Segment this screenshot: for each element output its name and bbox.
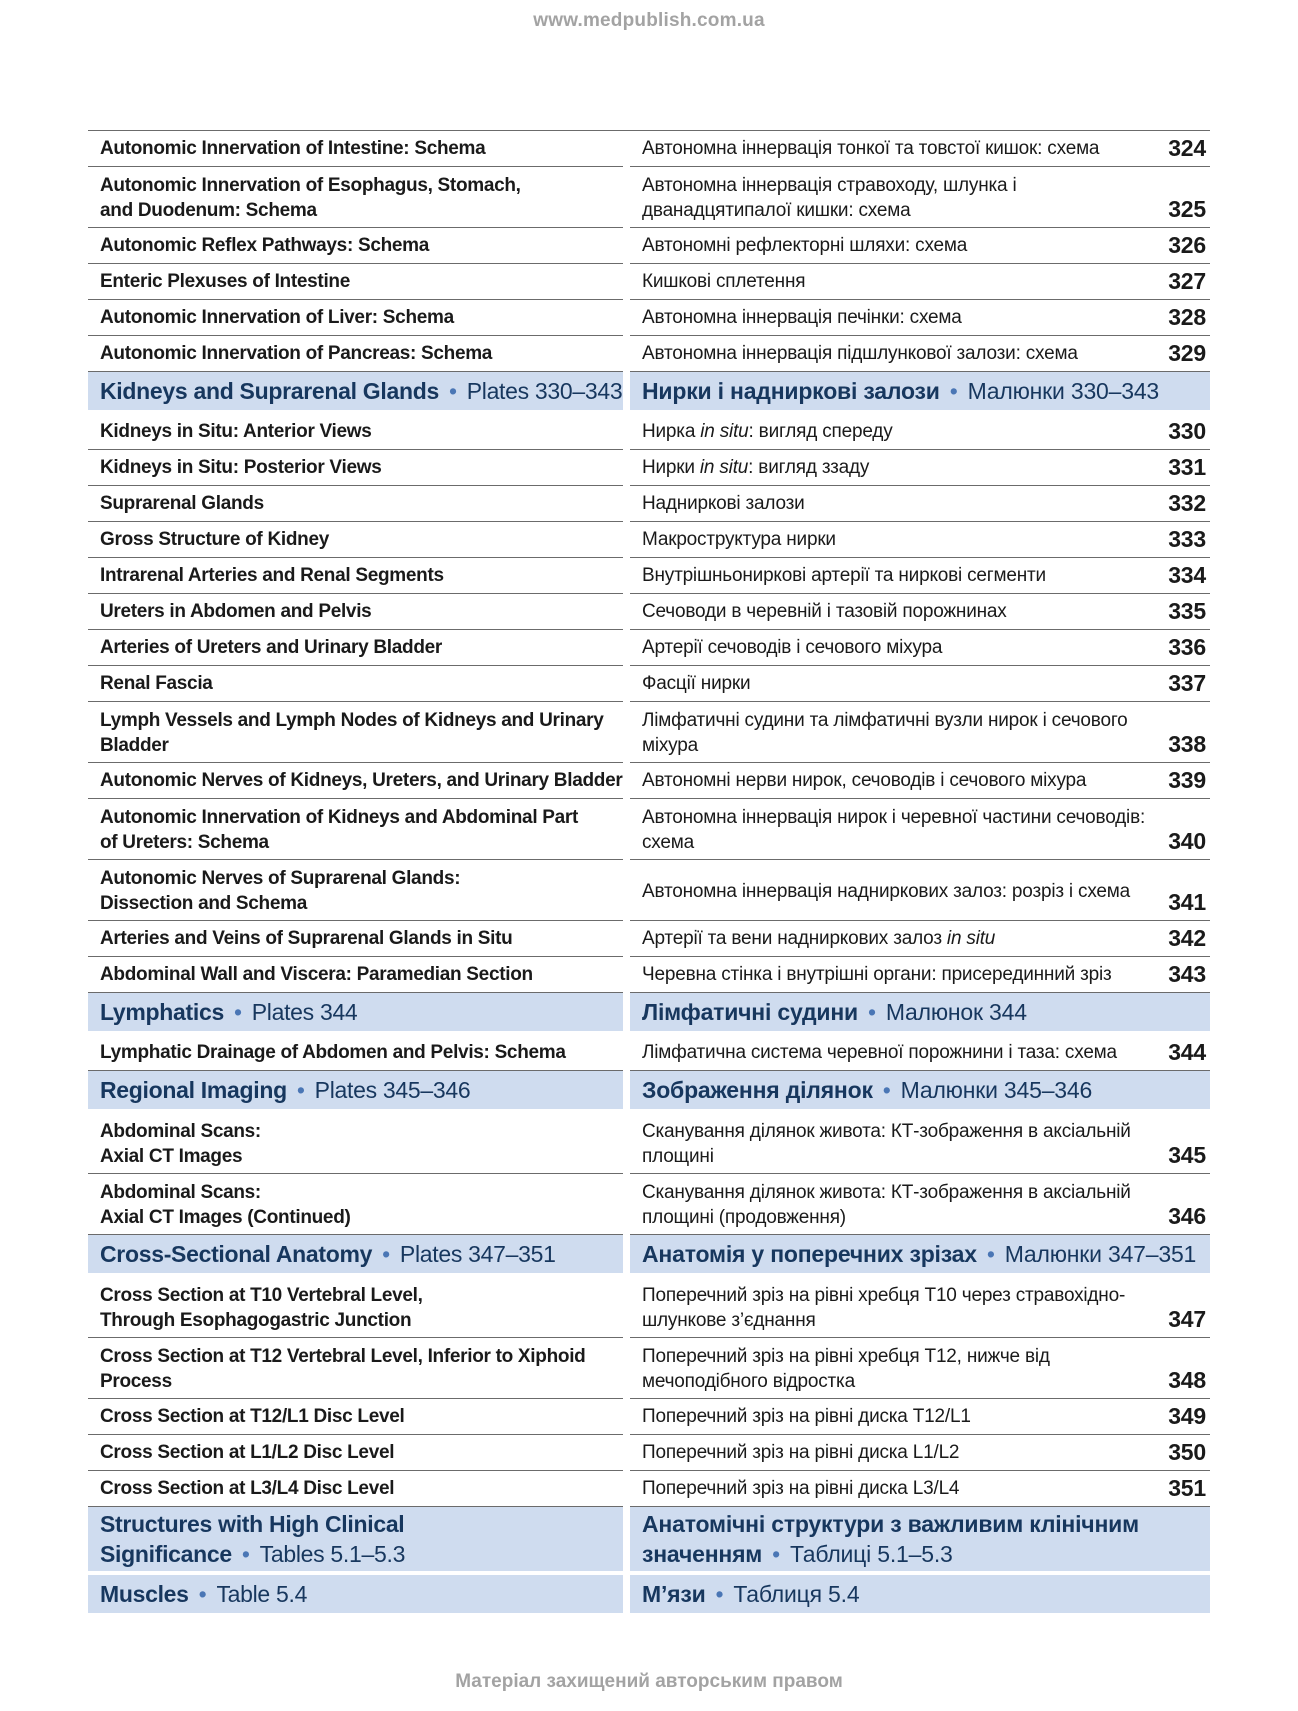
entry-title-uk: Лімфатичні судини та лімфатичні вузли нирок і сечового міхура (642, 710, 1128, 756)
section-heading-uk (642, 997, 1027, 1027)
entry-title-uk: Сканування ділянок живота: КТ-зображення в аксіальній площині (642, 1121, 1131, 1167)
toc-entry[interactable] (88, 763, 1210, 799)
section-header[interactable] (88, 372, 1210, 414)
toc-entry[interactable] (88, 167, 1210, 228)
toc-entry[interactable] (88, 264, 1210, 300)
entry-title-en: Suprarenal Glands (88, 486, 623, 522)
toc-entry[interactable] (88, 921, 1210, 957)
entry-title-uk: Поперечний зріз на рівні диска L3/L4 (642, 1478, 960, 1499)
entry-title-en: Cross Section at T10 Vertebral Level, Through Esophagogastric Junction (88, 1277, 623, 1338)
entry-title-uk: Артерії та вени надниркових залоз in situ (642, 928, 996, 949)
column-gap (623, 957, 630, 993)
column-gap (623, 1113, 630, 1174)
column-gap (623, 372, 630, 414)
entry-title-en: Cross Section at L1/L2 Disc Level (88, 1435, 623, 1471)
entry-title-en: Abdominal Scans: Axial CT Images (Continued) (88, 1174, 623, 1235)
column-gap (623, 414, 630, 450)
entry-cell-uk (630, 1338, 1210, 1399)
column-gap (623, 702, 630, 763)
entry-cell-uk (630, 666, 1210, 702)
section-cell-uk (630, 1071, 1210, 1113)
toc-entry[interactable] (88, 630, 1210, 666)
section-heading-uk (642, 1075, 1092, 1105)
column-gap (623, 921, 630, 957)
entry-title-uk: Нирки in situ: вигляд ззаду (642, 457, 870, 478)
section-title-uk: Зображення ділянок (642, 1077, 873, 1103)
entry-cell-uk (630, 763, 1210, 799)
plate-number: 344 (1168, 1039, 1206, 1065)
section-cell-uk (630, 993, 1210, 1035)
entry-cell-uk (630, 860, 1210, 921)
plate-number: 329 (1168, 340, 1206, 366)
section-cell-uk (630, 1507, 1210, 1575)
plate-number: 330 (1168, 418, 1206, 444)
entry-title-uk: Автономна іннервація стравоходу, шлунка і дванадцятипалої кишки: схема (642, 175, 1017, 221)
plate-number: 342 (1168, 925, 1206, 951)
column-gap (623, 594, 630, 630)
bullet-icon: • (772, 1541, 780, 1567)
entry-cell-uk (630, 1435, 1210, 1471)
entry-title-uk: Фасції нирки (642, 673, 751, 694)
plate-number: 339 (1168, 767, 1206, 793)
toc-entry[interactable] (88, 131, 1210, 167)
column-gap (623, 1575, 630, 1617)
entry-cell-uk (630, 921, 1210, 957)
toc-entry[interactable] (88, 522, 1210, 558)
entry-title-uk: Поперечний зріз на рівні диска T12/L1 (642, 1406, 971, 1427)
section-title-uk: М’язи (642, 1581, 706, 1607)
entry-title-uk: Автономна іннервація надниркових залоз: розріз і схема (642, 880, 1131, 902)
entry-title-uk: Поперечний зріз на рівні хребця Т10 через стравохідно-шлункове з’єднання (642, 1285, 1126, 1331)
column-gap (623, 860, 630, 921)
entry-title-en: Arteries of Ureters and Urinary Bladder (88, 630, 623, 666)
section-plates-uk: Малюнки 345–346 (900, 1077, 1093, 1103)
section-title-en: Structures with High Clinical Significance (100, 1511, 405, 1567)
entry-cell-uk (630, 264, 1210, 300)
section-plates-en: Plates 345–346 (314, 1077, 471, 1103)
entry-cell-uk (630, 799, 1210, 860)
entry-title-en: Lymphatic Drainage of Abdomen and Pelvis: Schema (88, 1035, 623, 1071)
entry-title-uk: Черевна стінка і внутрішні органи: присерединний зріз (642, 964, 1112, 985)
plate-number: 324 (1168, 135, 1206, 161)
column-gap (623, 1399, 630, 1435)
entry-title-en: Autonomic Innervation of Intestine: Schema (88, 131, 623, 167)
entry-title-en: Renal Fascia (88, 666, 623, 702)
entry-title-en: Enteric Plexuses of Intestine (88, 264, 623, 300)
section-header[interactable] (88, 993, 1210, 1035)
toc-entry[interactable] (88, 860, 1210, 921)
entry-title-uk: Автономні нерви нирок, сечоводів і сечового міхура (642, 770, 1087, 791)
column-gap (623, 1071, 630, 1113)
entry-title-uk: Автономна іннервація підшлункової залози: схема (642, 343, 1078, 364)
toc-entry[interactable] (88, 1113, 1210, 1174)
entry-title-uk: Кишкові сплетення (642, 271, 806, 292)
toc-entry[interactable] (88, 1435, 1210, 1471)
plate-number: 337 (1168, 670, 1206, 696)
section-plates-uk: Малюнки 330–343 (967, 378, 1160, 404)
entry-cell-uk (630, 300, 1210, 336)
entry-cell-uk (630, 486, 1210, 522)
section-heading-en (100, 1579, 307, 1609)
section-title-uk: Нирки і надниркові залози (642, 378, 940, 404)
entry-title-en: Autonomic Innervation of Kidneys and Abdominal Part of Ureters: Schema (88, 799, 623, 860)
section-plates-en: Plates 347–351 (399, 1241, 556, 1267)
column-gap (623, 1174, 630, 1235)
plate-number: 331 (1168, 454, 1206, 480)
plate-number: 340 (1168, 828, 1206, 854)
plate-number: 347 (1168, 1306, 1206, 1332)
toc-entry[interactable] (88, 799, 1210, 860)
bullet-icon: • (296, 1077, 305, 1103)
entry-title-uk: Автономні рефлекторні шляхи: схема (642, 235, 968, 256)
section-header[interactable] (88, 1575, 1210, 1617)
entry-cell-uk (630, 414, 1210, 450)
section-plates-en: Plates 330–343 (466, 378, 623, 404)
toc-entry[interactable] (88, 594, 1210, 630)
section-header[interactable] (88, 1507, 1210, 1575)
section-cell-uk (630, 1575, 1210, 1617)
entry-title-en: Cross Section at L3/L4 Disc Level (88, 1471, 623, 1507)
entry-title-uk: Надниркові залози (642, 493, 805, 514)
section-plates-en: Table 5.4 (216, 1581, 308, 1607)
section-plates-uk: Таблиці 5.1–5.3 (789, 1541, 953, 1567)
toc-entry[interactable] (88, 702, 1210, 763)
entry-title-uk: Автономна іннервація печінки: схема (642, 307, 962, 328)
entry-cell-uk (630, 1174, 1210, 1235)
column-gap (623, 1435, 630, 1471)
column-gap (623, 1338, 630, 1399)
plate-number: 334 (1168, 562, 1206, 588)
plate-number: 341 (1168, 889, 1206, 915)
toc-entry[interactable] (88, 414, 1210, 450)
column-gap (623, 558, 630, 594)
entry-cell-uk (630, 1399, 1210, 1435)
column-gap (623, 763, 630, 799)
bullet-icon: • (986, 1241, 995, 1267)
entry-title-en: Autonomic Innervation of Esophagus, Stomach, and Duodenum: Schema (88, 167, 623, 228)
entry-title-uk: Сканування ділянок живота: КТ-зображення в аксіальній площині (продовження) (642, 1182, 1131, 1228)
entry-title-uk: Лімфатична система черевної порожнини і таза: схема (642, 1042, 1117, 1063)
entry-title-uk: Сечоводи в черевній і тазовій порожнинах (642, 601, 1007, 622)
entry-title-uk: Нирка in situ: вигляд спереду (642, 421, 893, 442)
entry-title-en: Cross Section at T12 Vertebral Level, Inferior to Xiphoid Process (88, 1338, 623, 1399)
column-gap (623, 1507, 630, 1575)
bullet-icon: • (882, 1077, 891, 1103)
table-of-contents (88, 130, 1210, 1617)
section-heading-uk (642, 1579, 859, 1609)
section-heading-en (100, 1075, 470, 1105)
bullet-icon: • (867, 999, 876, 1025)
entry-title-en: Lymph Vessels and Lymph Nodes of Kidneys and Urinary Bladder (88, 702, 623, 763)
section-plates-uk: Малюнок 344 (885, 999, 1027, 1025)
column-gap (623, 993, 630, 1035)
entry-title-uk: Автономна іннервація нирок і черевної частини сечоводів: схема (642, 807, 1146, 853)
plate-number: 350 (1168, 1439, 1206, 1465)
entry-title-en: Gross Structure of Kidney (88, 522, 623, 558)
column-gap (623, 666, 630, 702)
plate-number: 326 (1168, 232, 1206, 258)
entry-title-en: Abdominal Wall and Viscera: Paramedian Section (88, 957, 623, 993)
entry-cell-uk (630, 702, 1210, 763)
entry-title-uk: Артерії сечоводів і сечового міхура (642, 637, 943, 658)
column-gap (623, 167, 630, 228)
section-plates-uk: Малюнки 347–351 (1004, 1241, 1197, 1267)
column-gap (623, 630, 630, 666)
column-gap (623, 1035, 630, 1071)
section-cell-en (88, 1071, 623, 1113)
bullet-icon: • (949, 378, 958, 404)
toc-entry[interactable] (88, 1277, 1210, 1338)
entry-cell-uk (630, 522, 1210, 558)
section-title-en: Lymphatics (100, 999, 224, 1025)
section-cell-uk (630, 372, 1210, 414)
section-heading-en (100, 376, 622, 406)
toc-entry[interactable] (88, 666, 1210, 702)
toc-entry[interactable] (88, 1471, 1210, 1507)
entry-title-en: Arteries and Veins of Suprarenal Glands in Situ (88, 921, 623, 957)
section-heading-en (100, 1509, 623, 1569)
section-header[interactable] (88, 1071, 1210, 1113)
section-cell-en (88, 1235, 623, 1277)
entry-title-en: Autonomic Innervation of Liver: Schema (88, 300, 623, 336)
section-title-en: Kidneys and Suprarenal Glands (100, 378, 439, 404)
section-heading-en (100, 997, 357, 1027)
toc-entry[interactable] (88, 1338, 1210, 1399)
entry-title-uk: Внутрішньониркові артерії та ниркові сегменти (642, 565, 1046, 586)
section-title-uk: Лімфатичні судини (642, 999, 858, 1025)
toc-entry[interactable] (88, 450, 1210, 486)
entry-title-en: Intrarenal Arteries and Renal Segments (88, 558, 623, 594)
column-gap (623, 799, 630, 860)
section-plates-en: Plates 344 (251, 999, 358, 1025)
toc-entry[interactable] (88, 336, 1210, 372)
toc-entry[interactable] (88, 486, 1210, 522)
section-heading-en (100, 1239, 556, 1269)
section-title-en: Cross-Sectional Anatomy (100, 1241, 373, 1267)
entry-title-en: Autonomic Nerves of Kidneys, Ureters, and Urinary Bladder (88, 763, 623, 799)
bullet-icon: • (448, 378, 457, 404)
column-gap (623, 450, 630, 486)
toc-entry[interactable] (88, 1035, 1210, 1071)
toc-entry[interactable] (88, 957, 1210, 993)
entry-cell-uk (630, 594, 1210, 630)
column-gap (623, 336, 630, 372)
section-title-uk: Анатомія у поперечних зрізах (642, 1241, 977, 1267)
bullet-icon: • (241, 1541, 250, 1567)
column-gap (623, 131, 630, 167)
plate-number: 343 (1168, 961, 1206, 987)
section-title-uk: Анатомічні структури з важливим клінічним значенням (642, 1511, 1139, 1567)
entry-title-en: Autonomic Reflex Pathways: Schema (88, 228, 623, 264)
section-title-en: Regional Imaging (100, 1077, 287, 1103)
entry-title-en: Ureters in Abdomen and Pelvis (88, 594, 623, 630)
entry-title-en: Cross Section at T12/L1 Disc Level (88, 1399, 623, 1435)
toc-entry[interactable] (88, 558, 1210, 594)
entry-cell-uk (630, 1113, 1210, 1174)
plate-number: 335 (1168, 598, 1206, 624)
toc-entry[interactable] (88, 228, 1210, 264)
entry-title-en: Autonomic Nerves of Suprarenal Glands: Dissection and Schema (88, 860, 623, 921)
column-gap (623, 486, 630, 522)
section-heading-uk (642, 1239, 1196, 1269)
entry-title-uk: Поперечний зріз на рівні хребця Т12, нижче від мечоподібного відростка (642, 1346, 1050, 1392)
entry-cell-uk (630, 167, 1210, 228)
section-cell-uk (630, 1235, 1210, 1277)
plate-number: 325 (1168, 196, 1206, 222)
section-heading-uk (642, 1509, 1206, 1569)
plate-number: 333 (1168, 526, 1206, 552)
section-cell-en (88, 372, 623, 414)
plate-number: 328 (1168, 304, 1206, 330)
section-plates-uk: Таблиця 5.4 (733, 1581, 860, 1607)
source-url: www.medpublish.com.ua (533, 10, 765, 31)
section-cell-en (88, 1507, 623, 1575)
entry-title-en: Abdominal Scans: Axial CT Images (88, 1113, 623, 1174)
section-cell-en (88, 1575, 623, 1617)
entry-cell-uk (630, 131, 1210, 167)
entry-cell-uk (630, 336, 1210, 372)
plate-number: 348 (1168, 1367, 1206, 1393)
toc-entry[interactable] (88, 1174, 1210, 1235)
section-header[interactable] (88, 1235, 1210, 1277)
entry-title-en: Autonomic Innervation of Pancreas: Schema (88, 336, 623, 372)
entry-cell-uk (630, 630, 1210, 666)
plate-number: 332 (1168, 490, 1206, 516)
column-gap (623, 1471, 630, 1507)
section-plates-en: Tables 5.1–5.3 (259, 1541, 406, 1567)
plate-number: 345 (1168, 1142, 1206, 1168)
entry-cell-uk (630, 1277, 1210, 1338)
bullet-icon: • (233, 999, 242, 1025)
copyright-notice: Матеріал захищений авторським правом (455, 1671, 843, 1692)
column-gap (623, 1277, 630, 1338)
entry-title-uk: Поперечний зріз на рівні диска L1/L2 (642, 1442, 960, 1463)
section-cell-en (88, 993, 623, 1035)
bullet-icon: • (382, 1241, 390, 1267)
entry-title-en: Kidneys in Situ: Anterior Views (88, 414, 623, 450)
entry-cell-uk (630, 558, 1210, 594)
entry-cell-uk (630, 450, 1210, 486)
column-gap (623, 522, 630, 558)
bullet-icon: • (715, 1581, 724, 1607)
plate-number: 327 (1168, 268, 1206, 294)
section-heading-uk (642, 376, 1159, 406)
plate-number: 336 (1168, 634, 1206, 660)
column-gap (623, 228, 630, 264)
column-gap (623, 264, 630, 300)
plate-number: 346 (1168, 1203, 1206, 1229)
entry-cell-uk (630, 957, 1210, 993)
plate-number: 349 (1168, 1403, 1206, 1429)
toc-entry[interactable] (88, 300, 1210, 336)
plate-number: 351 (1168, 1475, 1206, 1501)
column-gap (623, 1235, 630, 1277)
column-gap (623, 300, 630, 336)
entry-cell-uk (630, 1471, 1210, 1507)
entry-cell-uk (630, 228, 1210, 264)
section-title-en: Muscles (100, 1581, 189, 1607)
entry-title-uk: Макроструктура нирки (642, 529, 836, 550)
entry-title-uk: Автономна іннервація тонкої та товстої кишок: схема (642, 138, 1100, 159)
toc-entry[interactable] (88, 1399, 1210, 1435)
bullet-icon: • (198, 1581, 207, 1607)
entry-cell-uk (630, 1035, 1210, 1071)
entry-title-en: Kidneys in Situ: Posterior Views (88, 450, 623, 486)
plate-number: 338 (1168, 731, 1206, 757)
